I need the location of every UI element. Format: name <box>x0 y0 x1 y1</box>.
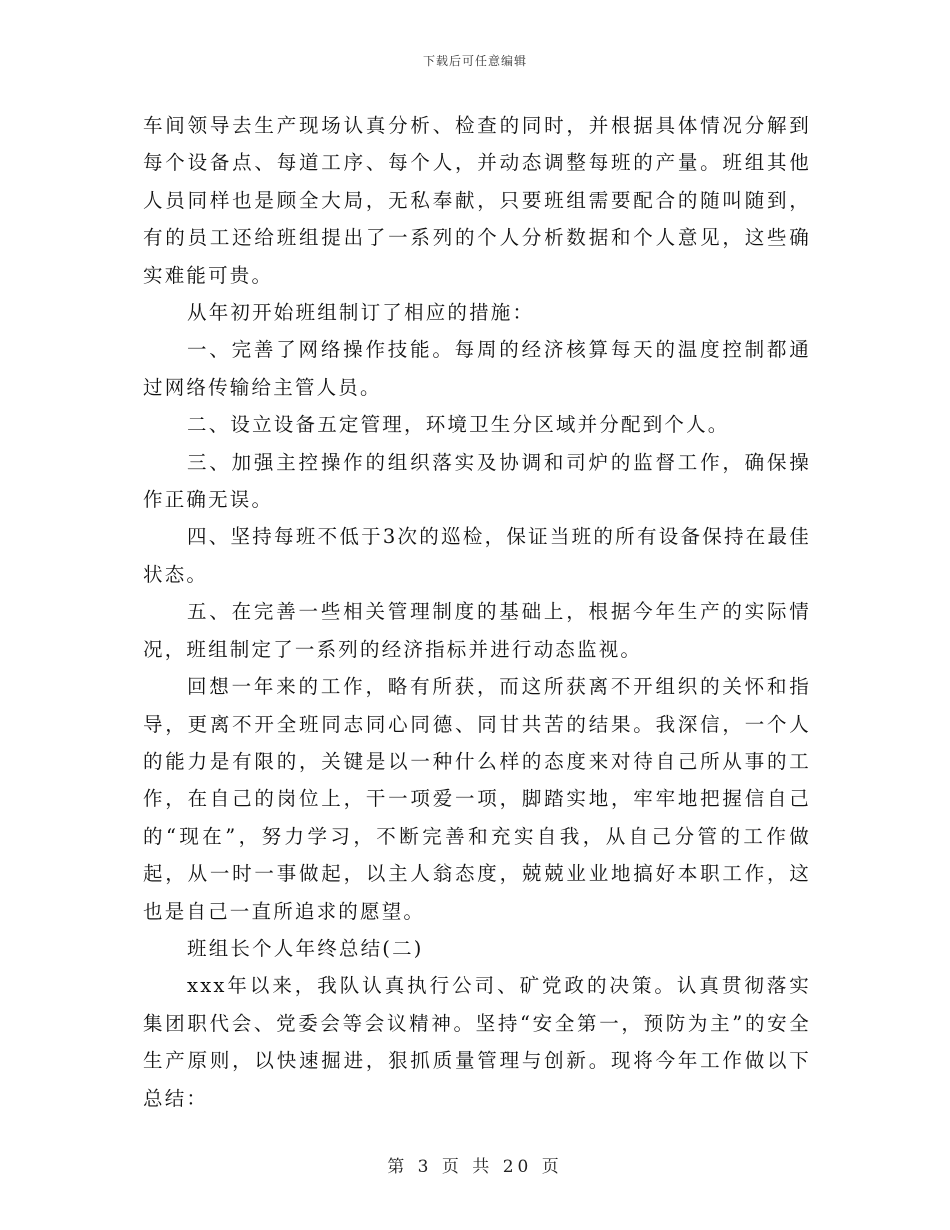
paragraph-measure-5: 五、在完善一些相关管理制度的基础上，根据今年生产的实际情况，班组制定了一系列的经济指标并进行动态监视。 <box>143 600 811 661</box>
paragraph-section-intro: xxx年以来，我队认真执行公司、矿党政的决策。认真贯彻落实集团职代会、党委会等会议精神。坚持“安全第一，预防为主”的安全生产原则，以快速掘进，狠抓质量管理与创新。现将今年工作做以下总结： <box>143 974 811 1110</box>
page-number <box>0 1152 950 1177</box>
paragraph-measure-1: 一、完善了网络操作技能。每周的经济核算每天的温度控制都通过网络传输给主管人员。 <box>143 338 811 399</box>
page-header-note: 下载后可任意编辑 <box>422 54 527 68</box>
paragraph-measures-intro: 从年初开始班组制订了相应的措施： <box>187 301 535 325</box>
page-number-label: 第 3 页 共 20 页 <box>387 1157 563 1177</box>
document-body <box>143 107 811 1117</box>
paragraph-reflection: 回想一年来的工作，略有所获，而这所获离不开组织的关怀和指导，更离不开全班同志同心同德、同甘共苦的结果。我深信，一个人的能力是有限的，关键是以一种什么样的态度来对待自己所从事的工作，在自己的岗位上，干一项爱一项，脚踏实地，牢牢地把握信自己的“现在”，努力学习，不断完善和充实自我，从自己分管的工作做起，从一时一事做起，以主人翁态度，兢兢业业地搞好本职工作，这也是自己一直所追求的愿望。 <box>143 675 811 923</box>
paragraph-measure-2: 二、设立设备五定管理，环境卫生分区域并分配到个人。 <box>187 413 730 437</box>
paragraph-measure-3: 三、加强主控操作的组织落实及协调和司炉的监督工作，确保操作正确无误。 <box>143 450 811 512</box>
paragraph-measure-4: 四、坚持每班不低于3次的巡检，保证当班的所有设备保持在最佳状态。 <box>143 525 811 586</box>
paragraph-continuation: 车间领导去生产现场认真分析、检查的同时，并根据具体情况分解到每个设备点、每道工序、每个人，并动态调整每班的产量。班组其他人员同样也是顾全大局，无私奉献，只要班组需要配合的随叫随到，有的员工还给班组提出了一系列的个人分析数据和个人意见，这些确实难能可贵。 <box>143 114 811 287</box>
section-heading: 班组长个人年终总结(二) <box>187 936 424 960</box>
